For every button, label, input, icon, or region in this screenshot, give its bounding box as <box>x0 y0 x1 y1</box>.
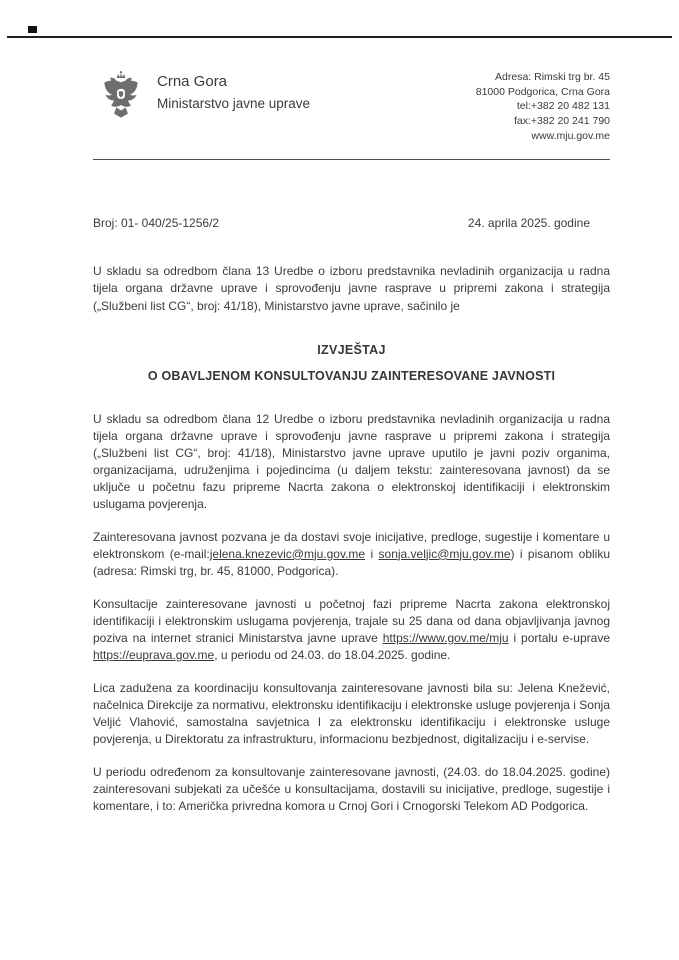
paragraph-invitation <box>93 529 610 580</box>
contact-fax: fax:+382 20 241 790 <box>513 115 610 128</box>
letterhead-identity <box>98 68 310 124</box>
ministry-name-block <box>157 68 310 111</box>
email-link-sonja[interactable]: sonja.veljic@mju.gov.me <box>378 546 511 561</box>
contact-address-line2: 81000 Podgorica, Crna Gora <box>475 85 610 98</box>
invitation-text-3: ) i pisanom obliku (adresa: Rimski trg, br. 45, 81000, Podgorica). <box>93 546 610 578</box>
document-date: 24. aprila 2025. godine <box>467 216 590 231</box>
montenegro-coat-of-arms-icon <box>98 68 144 124</box>
intro-paragraph: U skladu sa odredbom člana 13 Uredbe o izboru predstavnika nevladinih organizacija u radna tijela organa državne uprave i sprovođenju javne rasprave u pripremi zakona i strategija („Službeni list CG“, broj: 41/18), Ministarstvo javne uprave, sačinilo je <box>93 264 610 313</box>
document-subtitle: O OBAVLJENOM KONSULTOVANJU ZAINTERESOVANE JAVNOSTI <box>147 368 556 383</box>
email-link-jelena[interactable]: jelena.knezevic@mju.gov.me <box>209 546 366 561</box>
country-name: Crna Gora <box>157 73 228 90</box>
scan-artifact-line <box>7 36 672 38</box>
document-content <box>0 68 679 815</box>
reference-number: Broj: 01- 040/25-1256/2 <box>93 216 220 231</box>
contact-tel: tel:+382 20 482 131 <box>516 100 610 113</box>
document-title: IZVJEŠTAJ <box>317 342 386 357</box>
contact-website-link[interactable]: www.mju.gov.me <box>531 129 610 142</box>
ministry-name: Ministarstvo javne uprave <box>157 96 311 111</box>
paragraph-public-call: U skladu sa odredbom člana 12 Uredbe o izboru predstavnika nevladinih organizacija u radna tijela organa državne uprave i sprovođenju javne rasprave u pripremi zakona i strategija („Službeni list CG“, broj: 41/18), Ministarstvo javne uprave uputilo je javni poziv organima, organizacijama, udruženjima i pojedincima (u daljem tekstu: zainteresovana javnost) da se uključe u početnu fazu pripreme Nacrta zakona o elektronskoj identifikaciji i elektronskim uslugama povjerenja. <box>93 411 610 511</box>
euprava-link[interactable]: https://euprava.gov.me <box>93 647 215 662</box>
gov-me-link[interactable]: https://www.gov.me/mju <box>382 630 509 645</box>
paragraph-coordinators: Lica zadužena za koordinaciju konsultovanja zainteresovane javnosti bila su: Jelena Knežević, načelnica Direkcije za normativu, elektronsku identifikaciju i elektronske usluge povjerenja i Sonja Veljić Vlahović, samostalna savjetnica I za elektronsku identifikaciju i elektronske usluge povjerenja, u Direktoratu za infrastrukturu, informacionu bezbjednost, digitalizaciju i e-servise. <box>93 680 610 747</box>
contact-address-line1: Adresa: Rimski trg br. 45 <box>495 71 610 83</box>
duration-text-1: Konsultacije zainteresovane javnosti u početnoj fazi pripreme Nacrta zakona elektronskoj identifikaciji i elektronskim uslugama povjerenja, trajale su 25 dana od dana objavljivanja javnog poziva na internet stranici Ministarstva javne uprave <box>93 596 610 645</box>
invitation-text-1: Zainteresovana javnost pozvana je da dostavi svoje inicijative, predloge, sugestije i komentare u elektronskom (e-mail: <box>93 529 610 561</box>
duration-text-2: i portalu e-uprave <box>508 630 610 645</box>
paragraph-results: U periodu određenom za konsultovanje zainteresovane javnosti, (24.03. do 18.04.2025. godine) zainteresovani subjekati za učešće u konsultacijama, dostavili su inicijative, predloge, sugestije i komentare, i to: Američka privredna komora u Crnoj Gori i Crnogorski Telekom AD Podgorica. <box>93 765 610 814</box>
duration-text-3: , u periodu od 24.03. do 18.04.2025. godine. <box>214 647 451 662</box>
contact-block <box>476 68 610 143</box>
paragraph-duration <box>93 596 610 664</box>
invitation-text-2: i <box>365 546 379 561</box>
reference-row <box>93 216 610 230</box>
scan-artifact-mark <box>28 26 37 33</box>
letterhead-divider <box>93 159 610 160</box>
letterhead <box>93 68 610 143</box>
